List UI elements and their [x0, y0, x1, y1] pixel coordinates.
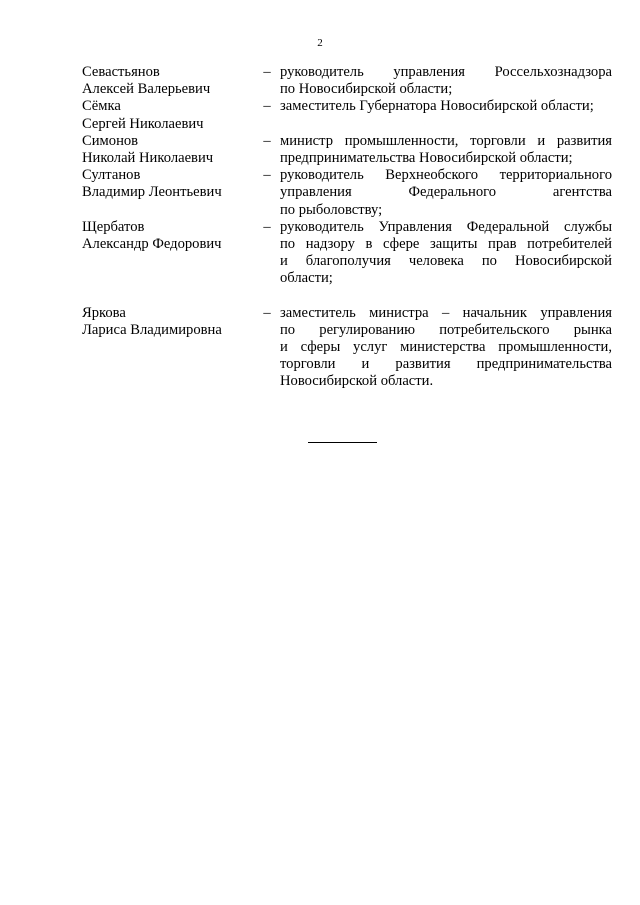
separator-dash: –	[263, 304, 271, 321]
member-position	[280, 98, 612, 132]
separator-dash: –	[263, 132, 271, 149]
position-line: и благополучия человека по Новосибирской	[280, 253, 612, 270]
member-name	[82, 305, 254, 391]
page-number: 2	[317, 37, 323, 49]
position-line: торговли и развития предпринимательства	[280, 356, 612, 373]
member-given-name: Николай Николаевич	[82, 150, 214, 167]
member-surname: Сёмка	[82, 98, 121, 115]
member-name	[82, 133, 254, 167]
position-line: руководитель Управления Федеральной службы	[280, 218, 612, 235]
member-name	[82, 219, 254, 288]
member-given-name: Лариса Владимировна	[82, 321, 222, 338]
member-name	[82, 167, 254, 219]
member-name	[82, 98, 254, 132]
member-entry	[82, 219, 612, 288]
position-line: заместитель Губернатора Новосибирской области;	[280, 98, 594, 115]
separator-dash: –	[263, 167, 271, 184]
position-line: министр промышленности, торговли и развития	[280, 132, 612, 149]
member-entry	[82, 64, 612, 98]
position-line: области;	[280, 270, 333, 287]
member-position	[280, 219, 612, 288]
member-position	[280, 64, 612, 98]
member-given-name: Алексей Валерьевич	[82, 81, 211, 98]
member-position	[280, 133, 612, 167]
member-surname: Султанов	[82, 167, 141, 184]
member-position	[280, 305, 612, 391]
position-line: руководитель управления Россельхознадзора	[280, 64, 612, 80]
member-surname: Севастьянов	[82, 64, 160, 80]
position-line: Новосибирской области.	[280, 373, 434, 390]
member-entry	[82, 305, 612, 391]
member-given-name: Владимир Леонтьевич	[82, 184, 222, 201]
member-surname: Щербатов	[82, 218, 145, 235]
position-line: по надзору в сфере защиты прав потребителей	[280, 236, 612, 253]
separator-dash: –	[263, 98, 271, 115]
closing-rule	[308, 442, 377, 443]
position-line: по рыболовству;	[280, 201, 383, 218]
member-position	[280, 167, 612, 219]
separator-dash: –	[263, 218, 271, 235]
member-surname: Яркова	[82, 304, 126, 321]
member-entry	[82, 167, 612, 219]
separator-dash: –	[263, 64, 271, 80]
position-line: и сферы услуг министерства промышленности,	[280, 339, 612, 356]
member-entry	[82, 133, 612, 167]
position-line: заместитель министра – начальник управления	[280, 304, 612, 321]
member-entry	[82, 98, 612, 132]
position-line: по регулированию потребительского рынка	[280, 321, 612, 338]
member-given-name: Александр Федорович	[82, 236, 222, 253]
member-given-name: Сергей Николаевич	[82, 115, 204, 132]
member-list	[82, 64, 612, 391]
member-surname: Симонов	[82, 132, 139, 149]
position-line: управления Федерального агентства	[280, 184, 612, 201]
position-line: руководитель Верхнеобского территориального	[280, 167, 612, 184]
member-name	[82, 64, 254, 98]
position-line: по Новосибирской области;	[280, 81, 453, 98]
position-line: предпринимательства Новосибирской области;	[280, 150, 573, 167]
